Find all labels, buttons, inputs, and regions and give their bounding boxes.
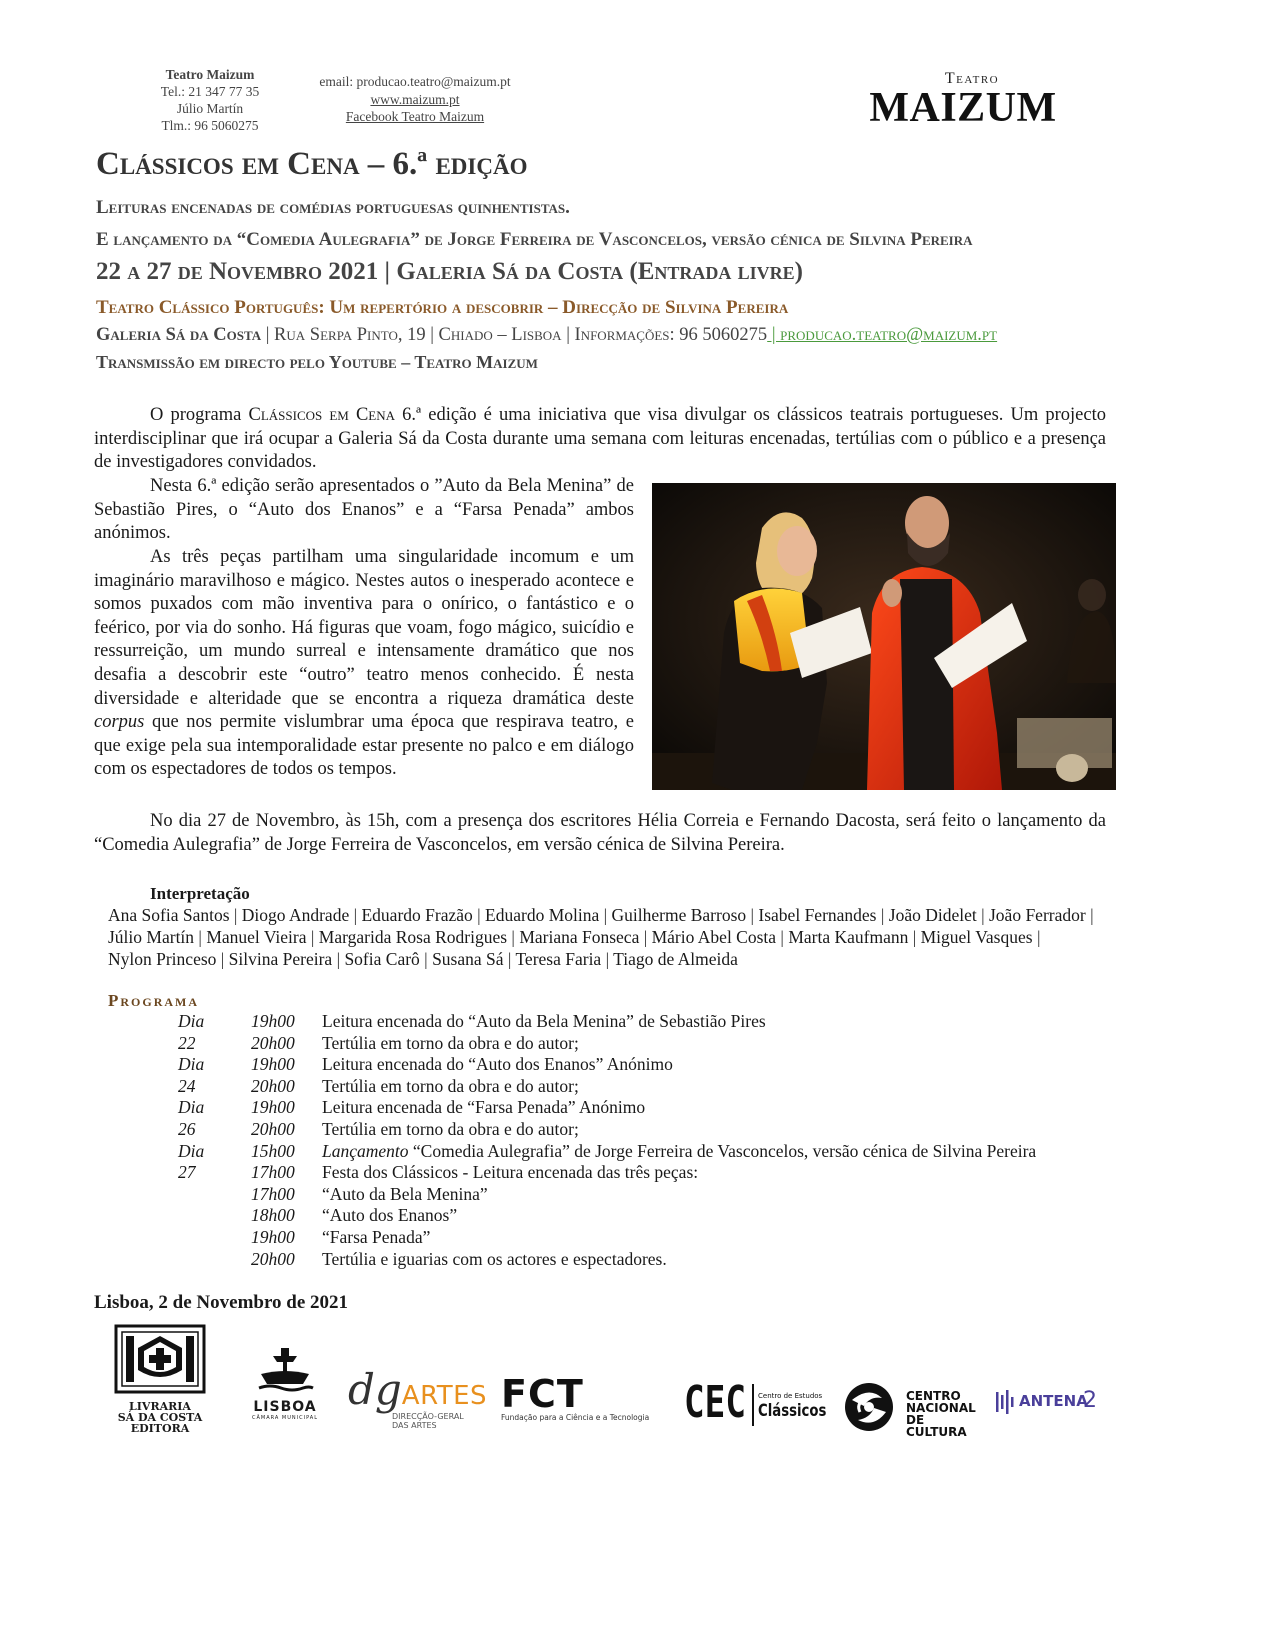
cast-member: Silvina Pereira bbox=[228, 949, 333, 969]
subtitle-1: Leituras encenadas de comédias portuguesas quinhentistas. bbox=[96, 197, 570, 218]
cast-separator: | bbox=[216, 949, 229, 969]
cast-member: Teresa Faria bbox=[515, 949, 602, 969]
intro-program-name: Clássicos em Cena bbox=[248, 405, 396, 425]
schedule-description-text: Tertúlia em torno da obra e do autor; bbox=[322, 1075, 579, 1096]
cast-separator: | bbox=[229, 905, 242, 925]
cast-separator: | bbox=[349, 905, 362, 925]
dg-subtext-2: DAS ARTES bbox=[392, 1421, 437, 1430]
cast-member: Nylon Princeso bbox=[108, 949, 217, 969]
cnc-text-3: DE CULTURA bbox=[906, 1413, 967, 1439]
email-line[interactable]: email: producao.teatro@maizum.pt bbox=[319, 74, 511, 89]
schedule-description-text: Leitura encenada do “Auto da Bela Menina” de Sebastião Pires bbox=[322, 1011, 766, 1031]
antena-bars-icon bbox=[996, 1390, 1018, 1414]
dgartes-logo bbox=[348, 1365, 488, 1434]
schedule-description bbox=[322, 1033, 579, 1055]
intro-text-b: 6.ª edição é uma iniciativa que visa divulgar os clássicos teatrais portugueses. Um projecto interdisciplinar que irá ocupar a Galeria Sá da Costa durante uma semana com leituras encenadas, tertúlias com o público e a presença de investigadores convidados. bbox=[94, 405, 1106, 473]
lisboa-logo bbox=[250, 1346, 320, 1426]
paragraph-description bbox=[94, 546, 634, 782]
antena-number: 2 bbox=[1083, 1388, 1097, 1413]
centro-nacional-cultura-logo bbox=[838, 1382, 988, 1439]
schedule-time: 20h00 bbox=[251, 1075, 295, 1096]
cast-member: Tiago de Almeida bbox=[613, 949, 738, 969]
schedule-description-text: “Comedia Aulegrafia” de Jorge Ferreira de Vasconcelos, versão cénica de Silvina Pereira bbox=[408, 1140, 1037, 1161]
schedule-description-text: “Farsa Penada” bbox=[322, 1226, 431, 1247]
date-line: Lisboa, 2 de Novembro de 2021 bbox=[94, 1292, 349, 1313]
schedule-day: Dia 27 bbox=[178, 1140, 205, 1183]
contact-name: Júlio Martín bbox=[176, 101, 244, 116]
cast-member: João Didelet bbox=[888, 905, 977, 925]
schedule-time: 19h00 bbox=[251, 1097, 295, 1118]
cast-member: Eduardo Molina bbox=[485, 905, 600, 925]
schedule-time: 19h00 bbox=[251, 1011, 295, 1031]
schedule-day: Dia 26 bbox=[178, 1097, 205, 1139]
schedule-description bbox=[322, 1184, 488, 1206]
schedule-time: 19h00 bbox=[251, 1226, 295, 1247]
livraria-text-1: LIVRARIA bbox=[129, 1400, 191, 1413]
schedule-time: 17h00 bbox=[251, 1183, 295, 1204]
teatro-maizum-logo bbox=[868, 70, 1058, 131]
schedule-day: Dia 24 bbox=[178, 1054, 205, 1096]
schedule-description bbox=[322, 1011, 766, 1033]
program-theme: Teatro Clássico Português: Um repertório a descobrir – Direcção de Silvina Pereira bbox=[96, 297, 789, 318]
cec-logo bbox=[684, 1377, 827, 1430]
org-name: Teatro Maizum bbox=[165, 67, 255, 82]
schedule-description bbox=[322, 1205, 457, 1227]
cast-heading: Interpretação bbox=[150, 884, 250, 903]
cast-member: Margarida Rosa Rodrigues bbox=[318, 927, 508, 947]
cast-member: Júlio Martín bbox=[108, 927, 195, 947]
cec-subtext-2: Clássicos bbox=[758, 1401, 827, 1421]
cast-separator: | bbox=[1032, 927, 1041, 947]
cast-member: Susana Sá bbox=[432, 949, 504, 969]
cast-member: Miguel Vasques bbox=[920, 927, 1033, 947]
logo-small-text: Teatro bbox=[944, 70, 1000, 87]
cast-separator: | bbox=[908, 927, 921, 947]
livraria-text-2: SÁ DA COSTA bbox=[117, 1411, 203, 1424]
cast-member: Mariana Fonseca bbox=[519, 927, 640, 947]
cec-subtext-1: Centro de Estudos bbox=[758, 1392, 823, 1400]
cnc-text-1: CENTRO bbox=[906, 1389, 961, 1403]
page-title: Clássicos em Cena – 6.ª edição bbox=[96, 146, 528, 182]
cast-separator: | bbox=[746, 905, 759, 925]
cnc-text-2: NACIONAL bbox=[906, 1401, 976, 1415]
description-text-a: As três peças partilham uma singularidade incomum e um imaginário maravilhoso e mágico. Nestes autos o inesperado acontece e somos puxados com mão inventiva para o onírico, o fantástico e o feérico, por via do sonho. Há figuras que voam, fogo mágico, suicídio e ressurreição, um mundo surreal e intensamente dramático que nos desafia a descobrir este “outro” teatro menos conhecido. É nesta diversidade e alteridade que se encontra a riqueza dramática deste bbox=[94, 547, 634, 709]
phone: Tel.: 21 347 77 35 bbox=[160, 84, 260, 99]
contact-block bbox=[155, 66, 265, 134]
livraria-emblem-icon bbox=[112, 1324, 208, 1394]
cast-separator: | bbox=[639, 927, 652, 947]
cast-separator: | bbox=[194, 927, 207, 947]
cast-separator: | bbox=[419, 949, 433, 969]
schedule-day: Dia 22 bbox=[178, 1011, 205, 1053]
cast-separator: | bbox=[306, 927, 319, 947]
dg-subtext-1: DIRECÇÃO-GERAL bbox=[392, 1412, 464, 1421]
paragraph-launch: No dia 27 de Novembro, às 15h, com a presença dos escritores Hélia Correia e Fernando Dacosta, será feito o lançamento da “Comedia Aulegrafia” de Jorge Ferreira de Vasconcelos, em versão cénica de Silvina Pereira. bbox=[94, 811, 1106, 855]
lisboa-subtext: CÂMARA MUNICIPAL bbox=[252, 1415, 318, 1421]
antena-text: ANTENA bbox=[1019, 1392, 1088, 1410]
intro-text-a: O programa bbox=[150, 405, 249, 425]
transmission-line: Transmissão em directo pelo Youtube – Teatro Maizum bbox=[96, 352, 538, 372]
cast-member: Manuel Vieira bbox=[206, 927, 307, 947]
cast-member: Ana Sofia Santos bbox=[108, 905, 230, 925]
fct-logo bbox=[501, 1372, 661, 1426]
schedule-description bbox=[322, 1249, 667, 1271]
paragraph-plays: Nesta 6.ª edição serão apresentados o ”Auto da Bela Menina” de Sebastião Pires, o “Auto dos Enanos” e a “Farsa Penada” ambos anónimos. bbox=[94, 476, 634, 544]
cast-separator: | bbox=[599, 905, 612, 925]
cast-separator: | bbox=[332, 949, 345, 969]
schedule-description-text: Tertúlia e iguarias com os actores e espectadores. bbox=[322, 1248, 667, 1269]
cast-member: Eduardo Frazão bbox=[361, 905, 473, 925]
schedule-description bbox=[322, 1076, 579, 1098]
schedule-time: 18h00 bbox=[251, 1205, 295, 1226]
address-email-link[interactable]: | producao.teatro@maizum.pt bbox=[767, 325, 998, 345]
cast-member: Guilherme Barroso bbox=[611, 905, 747, 925]
lisboa-ship-icon bbox=[255, 1346, 315, 1394]
schedule-time: 20h00 bbox=[251, 1118, 295, 1139]
schedule-time: 20h00 bbox=[251, 1248, 295, 1269]
cec-text: CEC bbox=[684, 1377, 746, 1428]
antena-2-logo bbox=[996, 1388, 1106, 1418]
cast-separator: | bbox=[976, 905, 989, 925]
schedule-description-text: “Auto dos Enanos” bbox=[322, 1205, 458, 1226]
schedule-description-text: Festa dos Clássicos - Leitura encenada das três peças: bbox=[322, 1162, 699, 1183]
livraria-text-3: EDITORA bbox=[130, 1422, 190, 1435]
schedule-description bbox=[322, 1054, 673, 1076]
event-dates: 22 a 27 de Novembro 2021 | Galeria Sá da Costa (Entrada livre) bbox=[96, 258, 804, 285]
cast-separator: | bbox=[1085, 905, 1094, 925]
cast-member: Isabel Fernandes bbox=[758, 905, 877, 925]
description-emphasis: corpus bbox=[94, 712, 145, 733]
fct-text: FCT bbox=[501, 1372, 584, 1416]
performance-photo bbox=[652, 483, 1116, 790]
cast-member: Diogo Andrade bbox=[241, 905, 350, 925]
programa-heading: Programa bbox=[108, 991, 200, 1010]
dg-text: dg bbox=[348, 1365, 402, 1414]
schedule-description bbox=[322, 1227, 430, 1249]
paragraph-intro bbox=[94, 404, 1106, 475]
fct-subtext: Fundação para a Ciência e a Tecnologia bbox=[501, 1413, 650, 1422]
website-link[interactable]: www.maizum.pt bbox=[370, 91, 460, 107]
logo-big-text: MAIZUM bbox=[869, 85, 1057, 131]
schedule-description-text: Tertúlia em torno da obra e do autor; bbox=[322, 1118, 579, 1139]
mobile: Tlm.: 96 5060275 bbox=[161, 118, 259, 133]
subtitle-2: E lançamento da “Comedia Aulegrafia” de Jorge Ferreira de Vasconcelos, versão cénica de Silvina Pereira bbox=[96, 229, 973, 250]
schedule-description bbox=[322, 1097, 645, 1119]
cnc-swirl-icon bbox=[838, 1382, 900, 1432]
venue-name: Galeria Sá da Costa bbox=[96, 325, 262, 345]
cast-separator: | bbox=[503, 949, 516, 969]
schedule-description bbox=[322, 1141, 1036, 1163]
schedule-description-text: “Auto da Bela Menina” bbox=[322, 1183, 488, 1204]
cast-separator: | bbox=[507, 927, 520, 947]
address-line bbox=[96, 325, 997, 346]
lisboa-text: LISBOA bbox=[253, 1399, 317, 1415]
facebook-link[interactable]: Facebook Teatro Maizum bbox=[345, 109, 485, 124]
cast-member: Mário Abel Costa bbox=[651, 927, 777, 947]
cast-separator: | bbox=[601, 949, 614, 969]
schedule-time: 15h00 bbox=[251, 1140, 295, 1161]
schedule-time: 17h00 bbox=[251, 1162, 295, 1183]
cast-member: Marta Kaufmann bbox=[788, 927, 909, 947]
schedule-description-text: Tertúlia em torno da obra e do autor; bbox=[322, 1032, 579, 1053]
cast-member: Sofia Carô bbox=[344, 949, 420, 969]
livraria-sa-da-costa-logo bbox=[112, 1324, 208, 1435]
cast-list bbox=[108, 904, 1108, 970]
schedule-description-emphasis: Lançamento bbox=[322, 1140, 409, 1161]
online-contacts bbox=[300, 73, 530, 126]
cast-separator: | bbox=[472, 905, 486, 925]
schedule-description-text: Leitura encenada de “Farsa Penada” Anónimo bbox=[322, 1097, 646, 1118]
schedule-description bbox=[322, 1162, 698, 1184]
schedule-time: 19h00 bbox=[251, 1054, 295, 1075]
schedule-time: 20h00 bbox=[251, 1032, 295, 1053]
artes-text: ARTES bbox=[401, 1381, 488, 1411]
cast-member: João Ferrador bbox=[989, 905, 1086, 925]
address-details: | Rua Serpa Pinto, 19 | Chiado – Lisboa | Informações: 96 5060275 bbox=[265, 325, 768, 345]
cast-separator: | bbox=[876, 905, 889, 925]
schedule-description-text: Leitura encenada do “Auto dos Enanos” Anónimo bbox=[322, 1054, 673, 1075]
description-text-b: que nos permite vislumbrar uma época que respirava teatro, e que exige pela sua intemporalidade estar presente no palco e em diálogo com os espectadores de todos os tempos. bbox=[94, 712, 634, 780]
schedule-description bbox=[322, 1119, 579, 1141]
cast-separator: | bbox=[776, 927, 789, 947]
